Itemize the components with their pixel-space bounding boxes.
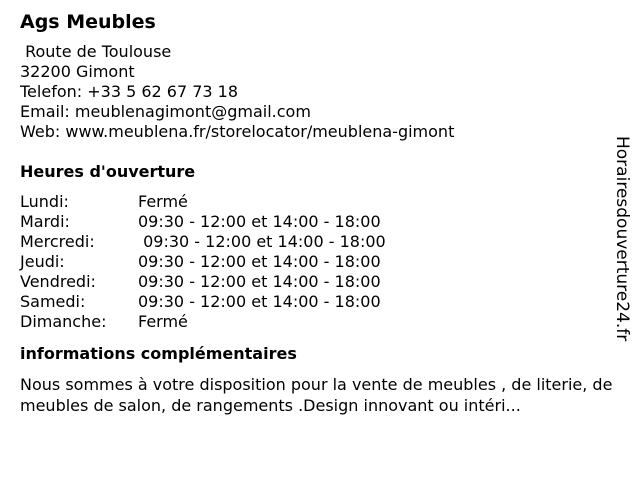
web-line: Web: www.meublena.fr/storelocator/meublena-gimont xyxy=(20,122,455,141)
hours-time: 09:30 - 12:00 et 14:00 - 18:00 xyxy=(138,232,386,251)
site-watermark: Horairesdouverture24.fr xyxy=(612,136,632,342)
hours-title: Heures d'ouverture xyxy=(20,162,196,181)
business-card xyxy=(20,10,613,416)
hours-day: Jeudi: xyxy=(20,252,65,271)
hours-time: Fermé xyxy=(138,192,188,211)
hours-day: Lundi: xyxy=(20,192,69,211)
hours-time: 09:30 - 12:00 et 14:00 - 18:00 xyxy=(138,272,381,291)
hours-row-lundi xyxy=(20,192,610,212)
business-name: Ags Meubles xyxy=(20,11,156,33)
hours-time: 09:30 - 12:00 et 14:00 - 18:00 xyxy=(138,212,381,231)
hours-day: Mercredi: xyxy=(20,232,95,251)
hours-time: 09:30 - 12:00 et 14:00 - 18:00 xyxy=(138,252,381,271)
hours-day: Samedi: xyxy=(20,292,86,311)
info-title: informations complémentaires xyxy=(20,344,297,363)
hours-row-mardi xyxy=(20,212,610,232)
hours-row-mercredi xyxy=(20,232,610,252)
info-text: Nous sommes à votre disposition pour la vente de meubles , de literie, de meubles de salon, de rangements .Design innovant ou intéri... xyxy=(20,375,613,415)
hours-row-vendredi xyxy=(20,272,610,292)
hours-row-dimanche xyxy=(20,312,610,332)
hours-day: Dimanche: xyxy=(20,312,107,331)
hours-row-jeudi xyxy=(20,252,610,272)
hours-row-samedi xyxy=(20,292,610,312)
address-city: 32200 Gimont xyxy=(20,62,135,81)
phone-line: Telefon: +33 5 62 67 73 18 xyxy=(20,82,239,101)
hours-day: Vendredi: xyxy=(20,272,96,291)
address-street: Route de Toulouse xyxy=(20,42,172,61)
email-line: Email: meublenagimont@gmail.com xyxy=(20,102,311,121)
hours-day: Mardi: xyxy=(20,212,70,231)
hours-time: 09:30 - 12:00 et 14:00 - 18:00 xyxy=(138,292,381,311)
hours-table xyxy=(20,192,610,332)
hours-time: Fermé xyxy=(138,312,188,331)
